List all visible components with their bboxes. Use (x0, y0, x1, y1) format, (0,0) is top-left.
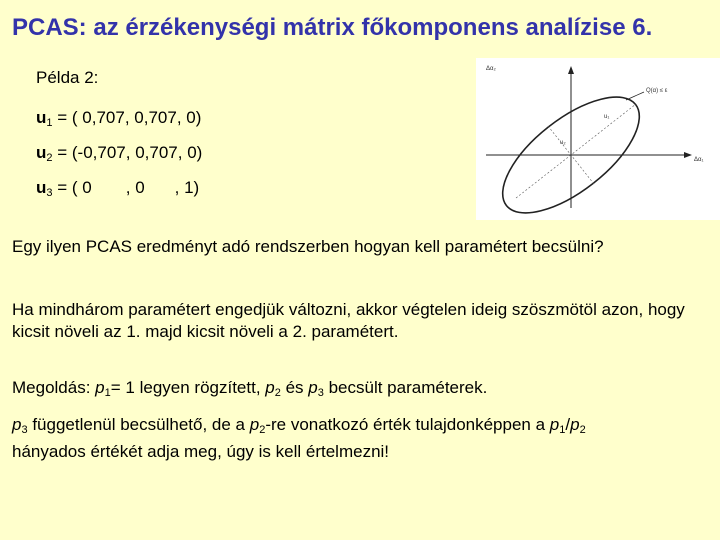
paragraph-p3: $p_3$ függetlenül becsülhető, de a $p_2-re$ vonatkozó érték tulajdonképpen a $p_1/p_2$ hányados értékét adja meg, úgy is kell értelmezni! (12, 415, 586, 461)
ellipse-diagram (476, 58, 720, 220)
vector-u3-value-b: , 0 (125, 178, 145, 197)
vector-u1-value: = ( 0,707, 0,707, 0) (57, 108, 202, 127)
slide-title: PCAS: az érzékenységi mátrix főkomponens analízise 6. (12, 14, 653, 41)
u1-label: u₁ (604, 114, 610, 120)
y-axis-label: Δα₂ (486, 66, 496, 72)
vector-u2-name: u (36, 143, 47, 162)
ellipse-label: Q(α) ≤ ε (646, 88, 668, 94)
x-axis-arrow (684, 152, 692, 158)
vector-u3-index: 3 (46, 187, 53, 199)
vector-u2-value: = (-0,707, 0,707, 0) (57, 143, 203, 162)
vector-u1 (36, 108, 201, 129)
vector-u3-name: u (36, 178, 47, 197)
paragraph-solution: Megoldás: $p_1= 1$ legyen rögzített, $p_2$ és $p_3$ becsült paraméterek. (12, 378, 488, 399)
ellipse-pointer (626, 92, 644, 100)
ellipse-figure (476, 58, 720, 220)
u2-label: u₂ (560, 140, 566, 146)
vector-u1-name: u (36, 108, 47, 127)
question-text: Egy ilyen PCAS eredményt adó rendszerben hogyan kell paramétert becsülni? (12, 237, 604, 256)
y-axis-arrow (568, 66, 574, 74)
vector-u2 (36, 143, 202, 164)
vector-u2-index: 2 (46, 152, 53, 164)
u1-direction (516, 104, 636, 198)
vector-u3-value-a: = ( 0 (57, 178, 92, 197)
vector-u3 (36, 178, 199, 199)
vector-u1-index: 1 (46, 117, 53, 129)
example-heading: Példa 2: (36, 68, 99, 87)
vector-u3-value-c: , 1) (174, 178, 200, 197)
paragraph-unconstrained: Ha mindhárom paramétert engedjük változni, akkor végtelen ideig szöszmötöl azon, hogy kicsit növeli az 1. majd kicsit növeli a 2. paramétert. (12, 300, 685, 341)
x-axis-label: Δα₁ (694, 157, 704, 163)
